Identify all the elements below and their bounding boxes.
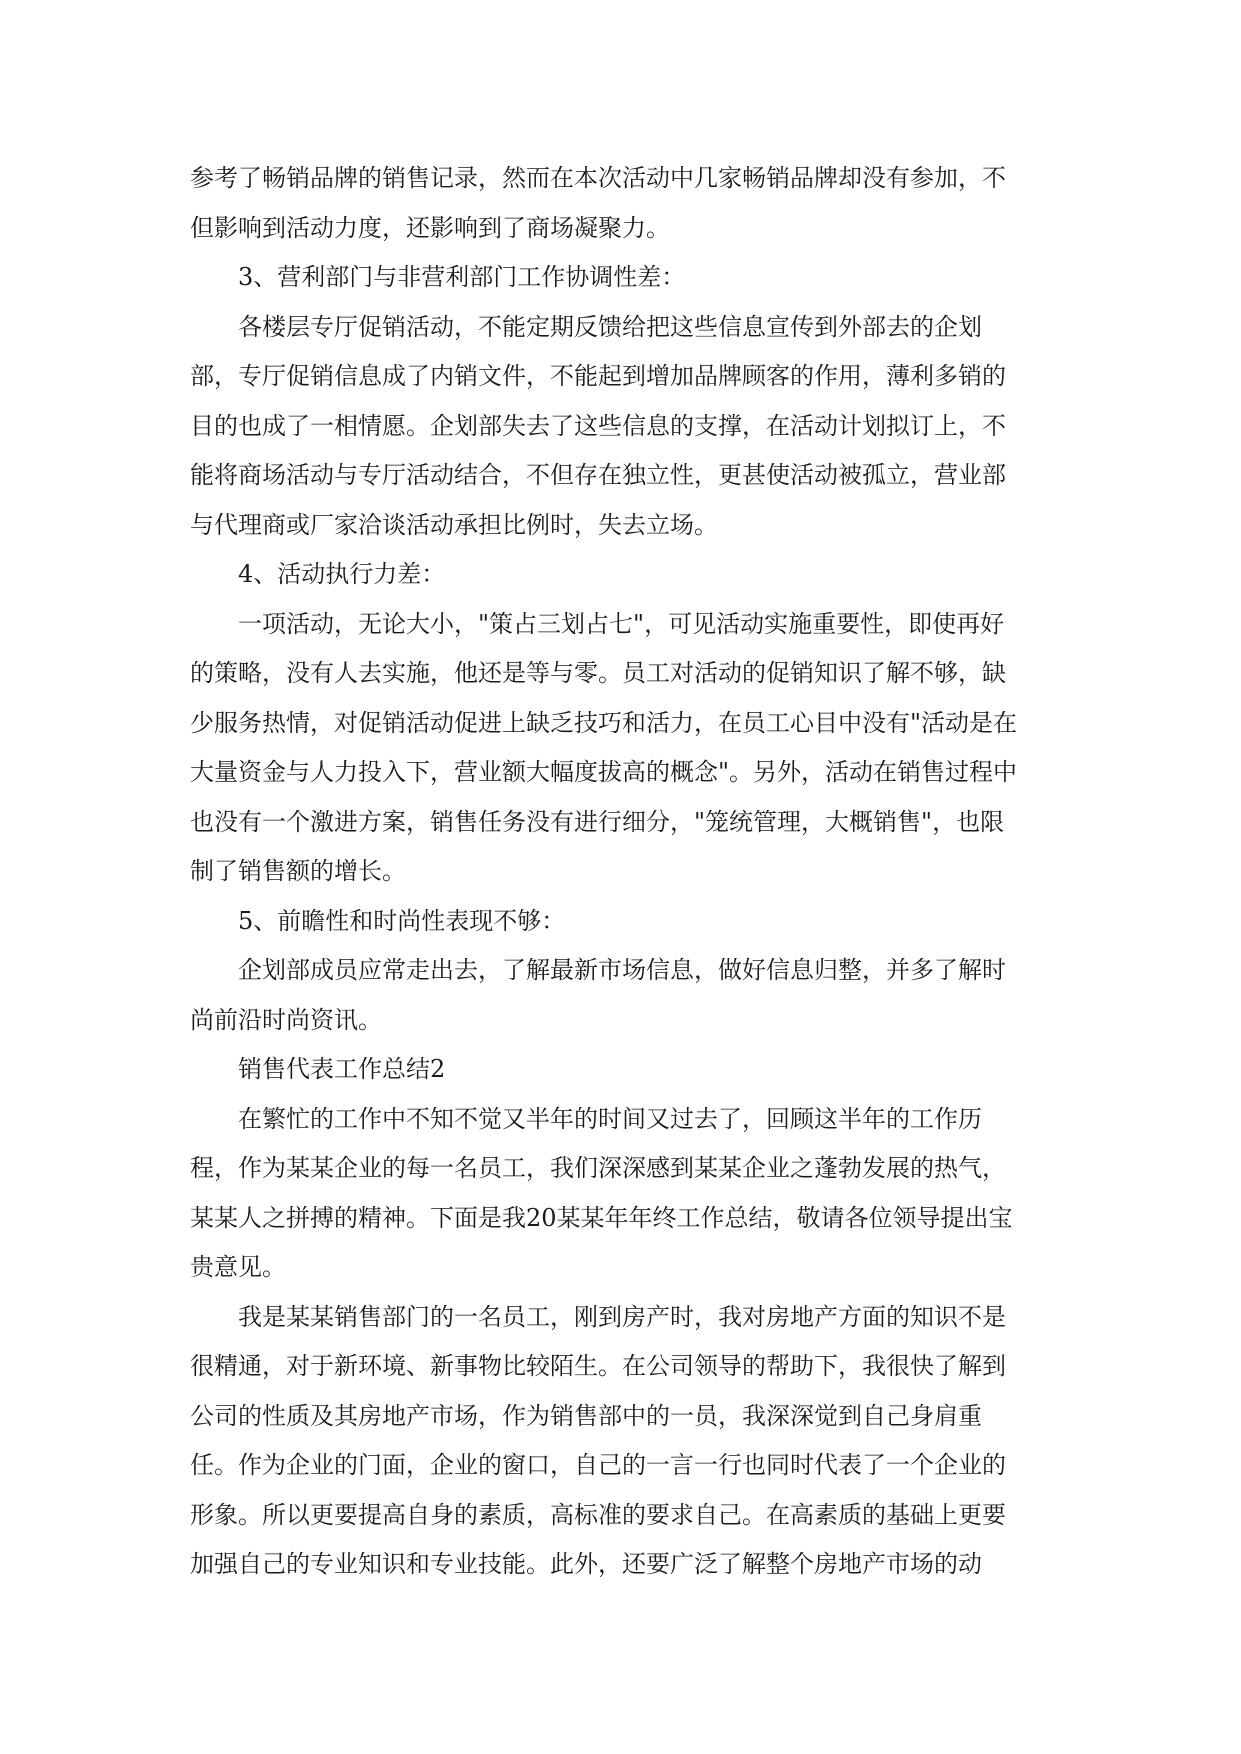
text-line: 也没有一个激进方案，销售任务没有进行细分，"笼统管理，大概销售"，也限 [190, 807, 1005, 836]
text-line: 少服务热情，对促销活动促进上缺乏技巧和活力，在员工心目中没有"活动是在 [190, 708, 1018, 737]
text-line: 我是某某销售部门的一名员工，刚到房产时，我对房地产方面的知识不是 [238, 1302, 1006, 1331]
text-line: 制了销售额的增长。 [190, 857, 406, 885]
text-line: 与代理商或厂家洽谈活动承担比例时，失去立场。 [190, 510, 718, 539]
text-line: 目的也成了一相情愿。企划部失去了这些信息的支撑，在活动计划拟订上，不 [190, 411, 1006, 440]
text-line: 形象。所以更要提高自身的素质，高标准的要求自己。在高素质的基础上更要 [190, 1500, 1006, 1529]
text-line: 某某人之拼搏的精神。下面是我20某某年年终工作总结，敬请各位领导提出宝 [190, 1203, 1013, 1232]
text-line: 贵意见。 [190, 1253, 286, 1281]
text-line: 任。作为企业的门面，企业的窗口，自己的一言一行也同时代表了一个企业的 [190, 1451, 1006, 1479]
section-heading: 5、前瞻性和时尚性表现不够： [238, 906, 566, 935]
text-line: 部，专厅促销信息成了内销文件，不能起到增加品牌顾客的作用，薄利多销的 [190, 362, 1006, 390]
text-line: 尚前沿时尚资讯。 [190, 1005, 382, 1034]
text-line: 的策略，没有人去实施，他还是等与零。员工对活动的促销知识了解不够，缺 [190, 659, 1006, 687]
document-subtitle: 销售代表工作总结2 [238, 1055, 446, 1083]
text-line: 很精通，对于新环境、新事物比较陌生。在公司领导的帮助下，我很快了解到 [190, 1352, 1006, 1380]
text-line: 企划部成员应常走出去，了解最新市场信息，做好信息归整，并多了解时 [238, 956, 1006, 984]
text-line: 参考了畅销品牌的销售记录，然而在本次活动中几家畅销品牌却没有参加，不 [190, 164, 1006, 192]
text-line: 各楼层专厅促销活动，不能定期反馈给把这些信息宣传到外部去的企划 [238, 312, 982, 341]
text-line: 但影响到活动力度，还影响到了商场凝聚力。 [190, 213, 670, 242]
text-line: 在繁忙的工作中不知不觉又半年的时间又过去了，回顾这半年的工作历 [238, 1104, 982, 1133]
text-line: 大量资金与人力投入下，营业额大幅度拔高的概念"。另外，活动在销售过程中 [190, 758, 1018, 786]
text-line: 程，作为某某企业的每一名员工，我们深深感到某某企业之蓬勃发展的热气， [190, 1154, 1006, 1182]
section-heading: 4、活动执行力差： [238, 560, 446, 588]
text-line: 加强自己的专业知识和专业技能。此外，还要广泛了解整个房地产市场的动 [190, 1550, 982, 1578]
text-line: 公司的性质及其房地产市场，作为销售部中的一员，我深深觉到自己身肩重 [190, 1401, 982, 1430]
text-line: 能将商场活动与专厅活动结合，不但存在独立性，更甚使活动被孤立，营业部 [190, 461, 1006, 489]
section-heading: 3、营利部门与非营利部门工作协调性差： [238, 263, 686, 291]
document-body [190, 154, 1060, 1590]
text-line: 一项活动，无论大小，"策占三划占七"，可见活动实施重要性，即使再好 [238, 609, 1005, 638]
